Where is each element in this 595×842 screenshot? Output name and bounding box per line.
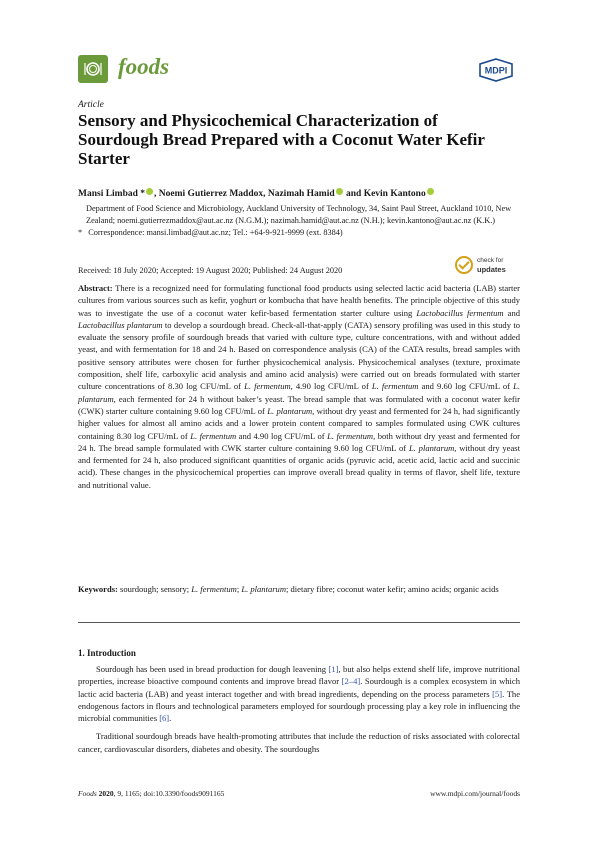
abstract: Abstract: There is a recognized need for formulating functional food products using selected lactic acid bacteria (LAB) starter cultures from various sources such as kefir, yoghurt or kombucha that have health benefits. The principle objective of this study was to investigate the use of a coconut water kefir-based fermentation starter culture using Lactobacillus fermentum and Lactobacillus plantarum to develop a sourdough bread. Check-all-that-apply (CATA) sensory profiling was used in this study to evaluate the sensory profile of sourdough breads that varied with culture type, culture concentrations, with and without added yeast, and with fermentation for 18 and 24 h. Based on correspondence analysis (CA) of the CATA results, bread samples with positive sensory attributes were chosen for further physicochemical analysis. Physicochemical analyses (texture, proximate composition, shelf life, carboxylic acid analysis and amino acid analysis) were carried out on breads formulated with starter culture concentrations of 8.30 log CFU/mL of L. fermentum, 4.90 log CFU/mL of L. fermentum and 9.60 log CFU/mL of L. plantarum, each fermented for 24 h without baker’s yeast. The bread sample that was formulated with a coconut water kefir (CWK) starter culture containing 9.60 log CFU/mL of L. plantarum, without dry yeast and fermented for 24 h, had significantly higher values for almost all amino acids and a lower protein content compared to samples formulated using CWK cultures containing 8.30 log CFU/mL of L. fermentum and 4.90 log CFU/mL of L. fermentum, both without dry yeast and fermented for 24 h. The bread sample formulated with CWK starter culture containing 9.60 log CFU/mL of L. plantarum, without dry yeast and fermented for 24 h, also produced significant quantities of organic acids (pyruvic acid, acetic acid, lactic acid and succinic acid). These changes in the physicochemical properties can improve overall bread quality in terms of flavor, shelf life, texture and nutritional value. [78,283,521,490]
orcid-icon[interactable] [336,188,343,195]
citation-link[interactable]: [5] [492,688,503,699]
mdpi-logo [478,58,514,82]
orcid-icon[interactable] [146,188,153,195]
plate-icon [83,59,103,79]
correspondence-mark: * [78,228,83,237]
orcid-icon[interactable] [427,188,434,195]
footer-url[interactable]: www.mdpi.com/journal/foods [430,789,520,798]
check-updates-line1: check for [477,257,504,264]
publisher-name: MDPI [484,65,508,76]
introduction-body [78,663,520,761]
section-heading: 1. Introduction [78,648,136,658]
citation-link[interactable]: [2–4] [341,676,361,687]
journal-name: foods [118,54,170,79]
author-name: Mansi Limbad * [78,189,146,199]
affiliations [78,203,520,239]
author-name: , Noemi Gutierrez Maddox, Nazimah Hamid [154,189,335,199]
abstract-label: Abstract: [78,283,113,293]
check-updates-line2: updates [477,265,506,274]
check-icon [455,256,473,274]
citation-link[interactable]: [1] [328,664,339,674]
divider [78,622,520,623]
paragraph: Traditional sourdough breads have health-promoting attributes that include the reduction of risks associated with colorectal cancer, cardiovascular disorders, diabetes and obesity. The sourdoughs [78,731,520,754]
correspondence: Correspondence: mansi.limbad@aut.ac.nz; Tel.: +64-9-921-9999 (ext. 8384) [88,228,343,237]
citation-link[interactable]: [6] [159,713,170,724]
keywords: Keywords: sourdough; sensory; L. fermentum; L. plantarum; dietary fibre; coconut water kefir; amino acids; organic acids [78,584,499,594]
paragraph: Sourdough has been used in bread production for dough leavening [1], but also helps extend shelf life, improve nutritional properties, increase bioactive compound contents and improve bread flavor [2–4]. Sourdough is a complex ecosystem in which lactic acid bacteria (LAB) and yeast interact together and with bread ingredients, depending on the process parameters [5]. The endogenous factors in flours and technological parameters employed for sourdough processing play a key role in influencing the microbial communities [6]. [78,664,520,724]
author-list [78,188,435,199]
article-type: Article [78,100,104,110]
publication-dates: Received: 18 July 2020; Accepted: 19 August 2020; Published: 24 August 2020 [78,266,343,275]
affiliation-text: Department of Food Science and Microbiology, Auckland University of Technology, 34, Saint Paul Street, Auckland 1010, New Zealand; noemi.gutierrezmaddox@aut.ac.nz (N.G.M.); nazimah.hamid@aut.ac.nz (N.H.); kevin.kantono@aut.ac.nz (K.K.) [86,204,512,225]
keywords-label: Keywords: [78,584,118,594]
author-name: and Kevin Kantono [343,189,426,199]
journal-logo [78,55,108,83]
check-for-updates-badge[interactable] [455,256,525,276]
article-title: Sensory and Physicochemical Characterization of Sourdough Bread Prepared with a Coconut Water Kefir Starter [78,111,485,168]
footer-citation: Foods 2020, 9, 1165; doi:10.3390/foods9091165 [78,789,225,798]
